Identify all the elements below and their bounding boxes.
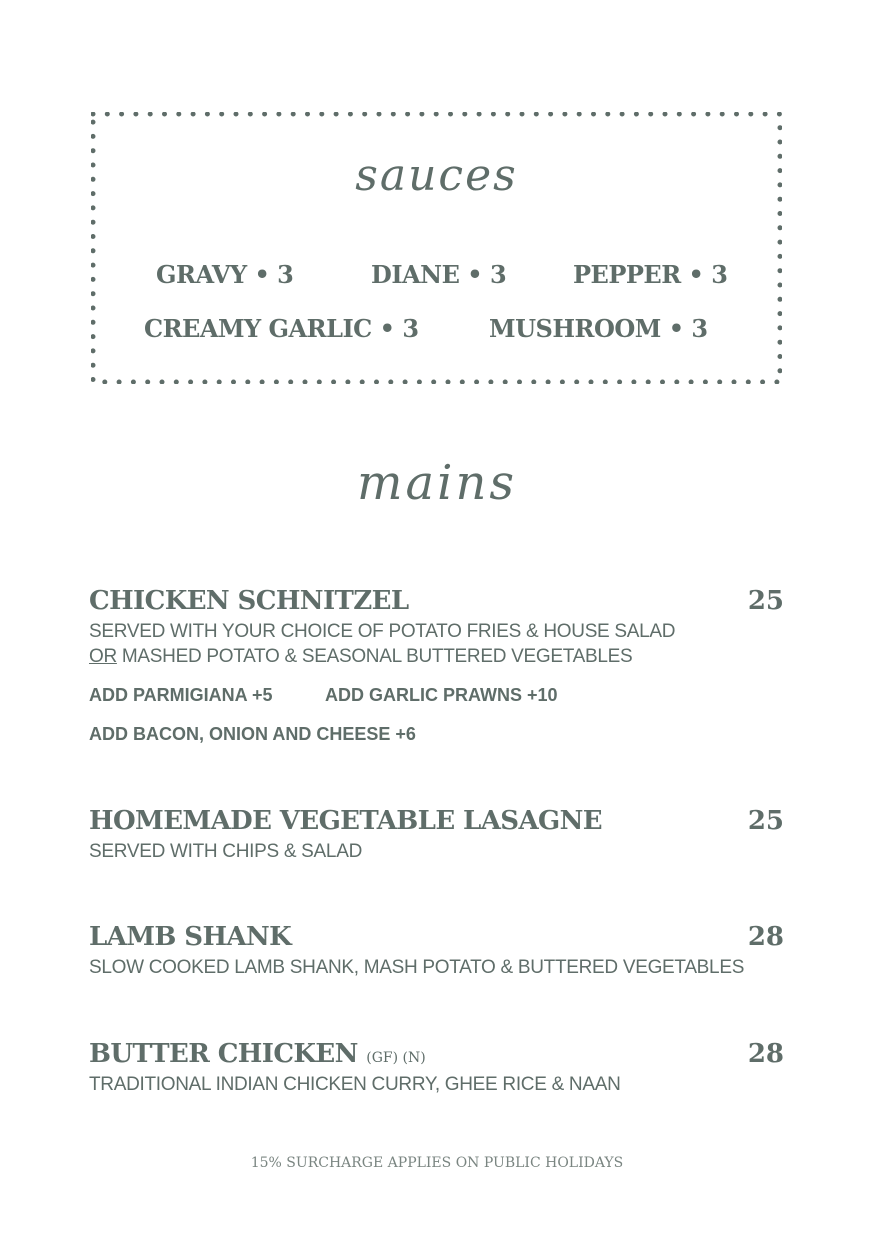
surcharge-note: 15% SURCHARGE APPLIES ON PUBLIC HOLIDAYS: [250, 1155, 624, 1171]
sauce-price: 3: [489, 260, 507, 289]
menu-item-description: TRADITIONAL INDIAN CHICKEN CURRY, GHEE RICE & NAAN: [89, 1074, 621, 1095]
item-title: BUTTER CHICKEN: [89, 1039, 358, 1069]
sauces-heading: sauces: [355, 150, 518, 201]
addon-parmigiana: ADD PARMIGIANA +5: [89, 685, 273, 705]
sauce-name: PEPPER: [573, 260, 681, 289]
menu-item-price: 25: [747, 586, 784, 616]
menu-item-description: SLOW COOKED LAMB SHANK, MASH POTATO & BUTTERED VEGETABLES: [89, 957, 745, 978]
menu-item-price: 28: [747, 1039, 784, 1069]
sauce-name: DIANE: [371, 260, 460, 289]
menu-item-name: CHICKEN SCHNITZEL: [89, 586, 409, 616]
sauce-bullet: •: [254, 260, 270, 289]
menu-item-price: 25: [747, 806, 784, 836]
sauce-bullet: •: [668, 314, 684, 343]
sauce-item-gravy: [156, 260, 293, 289]
sauce-name: MUSHROOM: [489, 314, 661, 343]
sauces-box: [91, 112, 782, 384]
menu-item-name-butter-chicken: [89, 1039, 426, 1069]
sauce-bullet: •: [379, 314, 395, 343]
menu-item-description: SERVED WITH YOUR CHOICE OF POTATO FRIES & HOUSE SALAD: [89, 621, 676, 642]
sauce-bullet: •: [688, 260, 704, 289]
sauce-price: 3: [402, 314, 419, 343]
description-rest: MASHED POTATO & SEASONAL BUTTERED VEGETABLES: [116, 646, 633, 667]
addon-garlic-prawns: ADD GARLIC PRAWNS +10: [325, 685, 558, 705]
sauce-bullet: •: [467, 260, 483, 289]
dietary-tags: (GF) (N): [366, 1050, 426, 1066]
sauce-name: CREAMY GARLIC: [144, 314, 372, 343]
addon-bacon-onion-cheese: ADD BACON, ONION AND CHEESE +6: [89, 724, 416, 744]
or-underlined: OR: [89, 646, 117, 667]
sauce-price: 3: [711, 260, 728, 289]
sauce-price: 3: [691, 314, 708, 343]
menu-item-name: HOMEMADE VEGETABLE LASAGNE: [89, 806, 603, 836]
menu-item-description-2: [89, 646, 632, 668]
sauce-item-mushroom: [489, 314, 708, 343]
sauce-name: GRAVY: [156, 260, 247, 289]
sauce-item-pepper: [573, 260, 727, 289]
menu-item-price: 28: [747, 922, 784, 952]
menu-item-name: LAMB SHANK: [89, 922, 292, 952]
mains-heading: mains: [356, 455, 518, 511]
sauce-price: 3: [277, 260, 294, 289]
sauce-item-creamy-garlic: [144, 314, 419, 343]
menu-item-description: SERVED WITH CHIPS & SALAD: [89, 841, 362, 862]
sauce-item-diane: [371, 260, 506, 289]
